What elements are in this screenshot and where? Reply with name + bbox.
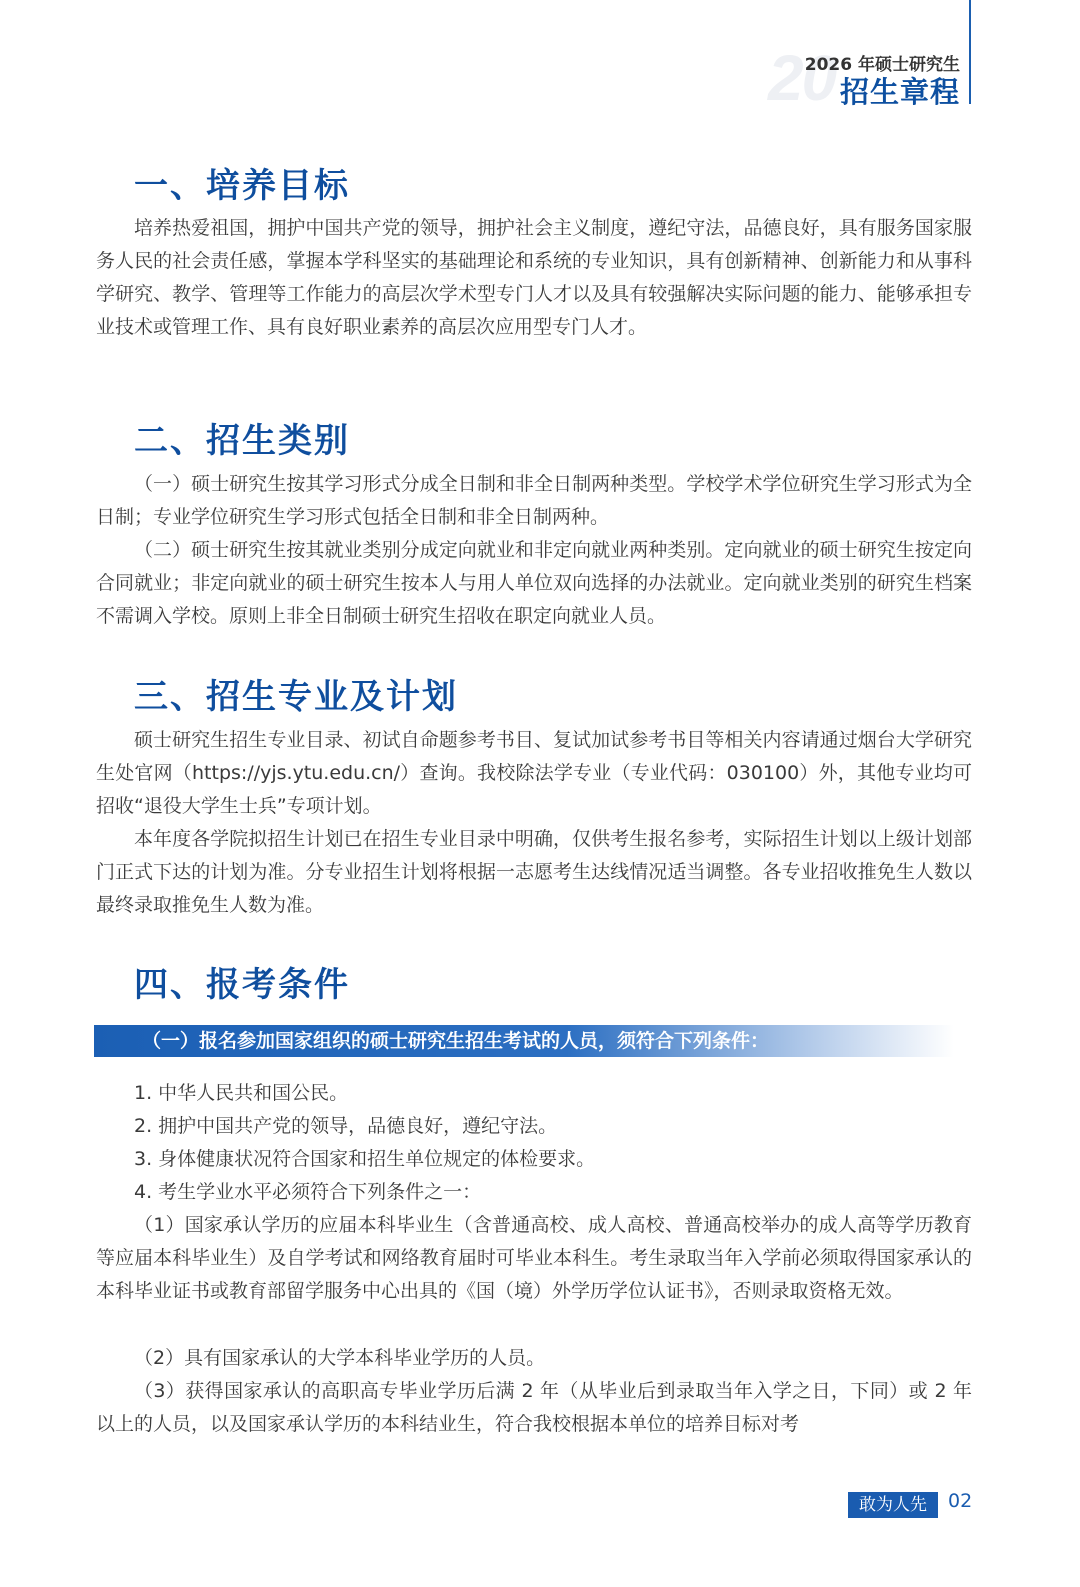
list-item: 3. 身体健康状况符合国家和招生单位规定的体检要求。 xyxy=(134,1148,596,1170)
list-item: 2. 拥护中国共产党的领导，品德良好，遵纪守法。 xyxy=(134,1115,558,1137)
categories-paragraph-2: （二）硕士研究生按其就业类别分成定向就业和非定向就业两种类别。定向就业的硕士研究生按定向合同就业；非定向就业的硕士研究生按本人与用人单位双向选择的办法就业。定向就业类别的研究生档案不需调入学校。原则上非全日制硕士研究生招收在职定向就业人员。 xyxy=(96,539,972,627)
sub-item-1: （1）国家承认学历的应届本科毕业生（含普通高校、成人高校、普通高校举办的成人高等学历教育等应届本科毕业生）及自学考试和网络教育届时可毕业本科生。考生录取当年入学前必须取得国家承认的本科毕业证书或教育部留学服务中心出具的《国（境）外学历学位认证书》，否则录取资格无效。 xyxy=(96,1214,972,1302)
header-watermark: 20 xyxy=(768,42,836,114)
list-item: 4. 考生学业水平必须符合下列条件之一： xyxy=(134,1181,482,1203)
majors-paragraph-1: 硕士研究生招生专业目录、初试自命题参考书目、复试加试参考书目等相关内容请通过烟台大学研究生处官网（https://yjs.ytu.edu.cn/）查询。我校除法学专业（专业代码：030100）外，其他专业均可招收“退役大学生士兵”专项计划。 xyxy=(96,729,972,817)
header-title: 招生章程 xyxy=(839,75,960,109)
section-heading-goals: 一、培养目标 xyxy=(134,166,350,206)
section-heading-majors-plan: 三、招生专业及计划 xyxy=(134,677,458,717)
section-heading-categories: 二、招生类别 xyxy=(134,421,350,461)
goals-paragraph: 培养热爱祖国，拥护中国共产党的领导，拥护社会主义制度，遵纪守法，品德良好，具有服务国家服务人民的社会责任感，掌握本学科坚实的基础理论和系统的专业知识，具有创新精神、创新能力和从事科学研究、教学、管理等工作能力的高层次学术型专门人才以及具有较强解决实际问题的能力、能够承担专业技术或管理工作、具有良好职业素养的高层次应用型专门人才。 xyxy=(96,217,972,338)
section-heading-requirements: 四、报考条件 xyxy=(134,965,350,1005)
header-divider-line xyxy=(969,0,971,104)
majors-paragraph-2: 本年度各学院拟招生计划已在招生专业目录中明确，仅供考生报名参考，实际招生计划以上级计划部门正式下达的计划为准。分专业招生计划将根据一志愿考生达线情况适当调整。各专业招收推免生人数以最终录取推免生人数为准。 xyxy=(96,828,972,916)
sub-item-3: （3）获得国家承认的高职高专毕业学历后满 2 年（从毕业后到录取当年入学之日，下同）或 2 年以上的人员，以及国家承认学历的本科结业生，符合我校根据本单位的培养目标对考 xyxy=(96,1380,972,1435)
page-number: 02 xyxy=(948,1490,973,1512)
requirements-banner: （一）报名参加国家组织的硕士研究生招生考试的人员，须符合下列条件： xyxy=(94,1025,954,1057)
header-year-line: 2026 年硕士研究生 xyxy=(804,55,960,75)
footer-slogan: 敢为人先 xyxy=(848,1492,938,1518)
list-item: 1. 中华人民共和国公民。 xyxy=(134,1082,349,1104)
categories-paragraph-1: （一）硕士研究生按其学习形式分成全日制和非全日制两种类型。学校学术学位研究生学习形式为全日制；专业学位研究生学习形式包括全日制和非全日制两种。 xyxy=(96,473,972,528)
sub-item-2: （2）具有国家承认的大学本科毕业学历的人员。 xyxy=(134,1347,546,1369)
